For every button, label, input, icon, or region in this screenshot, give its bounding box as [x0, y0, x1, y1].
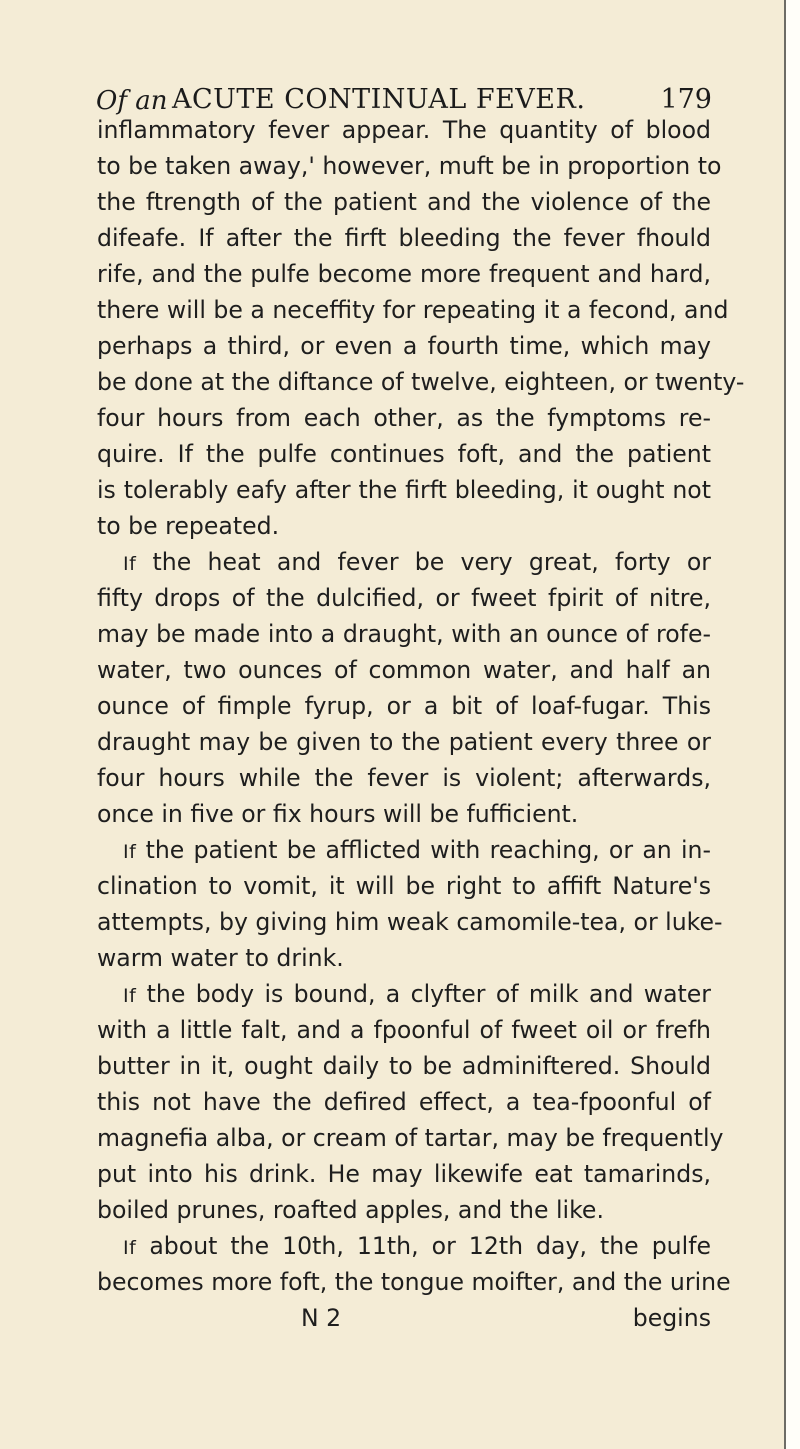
text-line: there will be a neceffity for repeating it a fecond, and: [97, 296, 729, 324]
text-line: about the 10th, 11th, or 12th day, the pulfe: [149, 1232, 712, 1260]
paragraph-initial: If: [123, 985, 137, 1007]
text-line: magnefia alba, or cream of tartar, may be frequently: [97, 1124, 724, 1152]
paragraph-initial: If: [123, 553, 137, 575]
paragraph-first-line: [97, 832, 711, 868]
text-line: to be taken away,' however, muft be in proportion to: [97, 152, 722, 180]
running-head-title: ACUTE CONTINUAL FEVER.: [172, 84, 586, 115]
text-line: this not have the defired effect, a tea-fpoonful of: [97, 1088, 711, 1116]
signature-mark: N 2: [301, 1304, 342, 1332]
text-line: fifty drops of the dulcified, or fweet fpirit of nitre,: [97, 584, 711, 612]
text-line: quire. If the pulfe continues foft, and the patient: [97, 440, 711, 468]
text-line: be done at the diftance of twelve, eighteen, or twenty-: [97, 368, 745, 396]
catchword: begins: [632, 1304, 711, 1332]
text-line: with a little falt, and a fpoonful of fweet oil or frefh: [97, 1016, 711, 1044]
text-line: difeafe. If after the firft bleeding the fever fhould: [97, 224, 711, 252]
text-line: the heat and fever be very great, forty or: [152, 548, 711, 576]
text-line: once in five or fix hours will be fufficient.: [97, 800, 579, 828]
page-edge: [784, 0, 800, 1449]
running-head-lead: Of an: [96, 86, 168, 116]
text-line: warm water to drink.: [97, 944, 344, 972]
text-line: four hours while the fever is violent; afterwards,: [97, 764, 711, 792]
text-line: becomes more foft, the tongue moifter, and the urine: [97, 1268, 731, 1296]
text-line: butter in it, ought daily to be adminiftered. Should: [97, 1052, 711, 1080]
paragraph-initial: If: [123, 841, 137, 863]
paragraph-first-line: [97, 1228, 711, 1264]
paragraph-initial: If: [123, 1237, 137, 1259]
text-line: is tolerably eafy after the firft bleeding, it ought not: [97, 476, 711, 504]
text-line: the patient be afflicted with reaching, or an in-: [145, 836, 712, 864]
text-line: draught may be given to the patient every three or: [97, 728, 711, 756]
text-line: perhaps a third, or even a fourth time, which may: [97, 332, 711, 360]
text-line: the ftrength of the patient and the violence of the: [97, 188, 711, 216]
text-line: to be repeated.: [97, 512, 280, 540]
page-number: 179: [660, 84, 712, 115]
text-line: four hours from each other, as the fymptoms re-: [97, 404, 711, 432]
paragraph-first-line: [97, 976, 711, 1012]
paragraph-first-line: [97, 544, 711, 580]
text-line: clination to vomit, it will be right to affift Nature's: [97, 872, 711, 900]
text-line: water, two ounces of common water, and half an: [97, 656, 711, 684]
text-line: boiled prunes, roafted apples, and the like.: [97, 1196, 604, 1224]
text-line: may be made into a draught, with an ounce of rofe-: [97, 620, 711, 648]
page-footer: [97, 1300, 711, 1336]
text-line: the body is bound, a clyfter of milk and water: [146, 980, 712, 1008]
text-line: put into his drink. He may likewife eat tamarinds,: [97, 1160, 711, 1188]
body-text: [97, 112, 745, 1336]
text-line: attempts, by giving him weak camomile-tea, or luke-: [97, 908, 723, 936]
text-line: rife, and the pulfe become more frequent and hard,: [97, 260, 711, 288]
text-line: ounce of fimple fyrup, or a bit of loaf-fugar. This: [97, 692, 711, 720]
text-line: inflammatory fever appear. The quantity of blood: [97, 116, 711, 144]
